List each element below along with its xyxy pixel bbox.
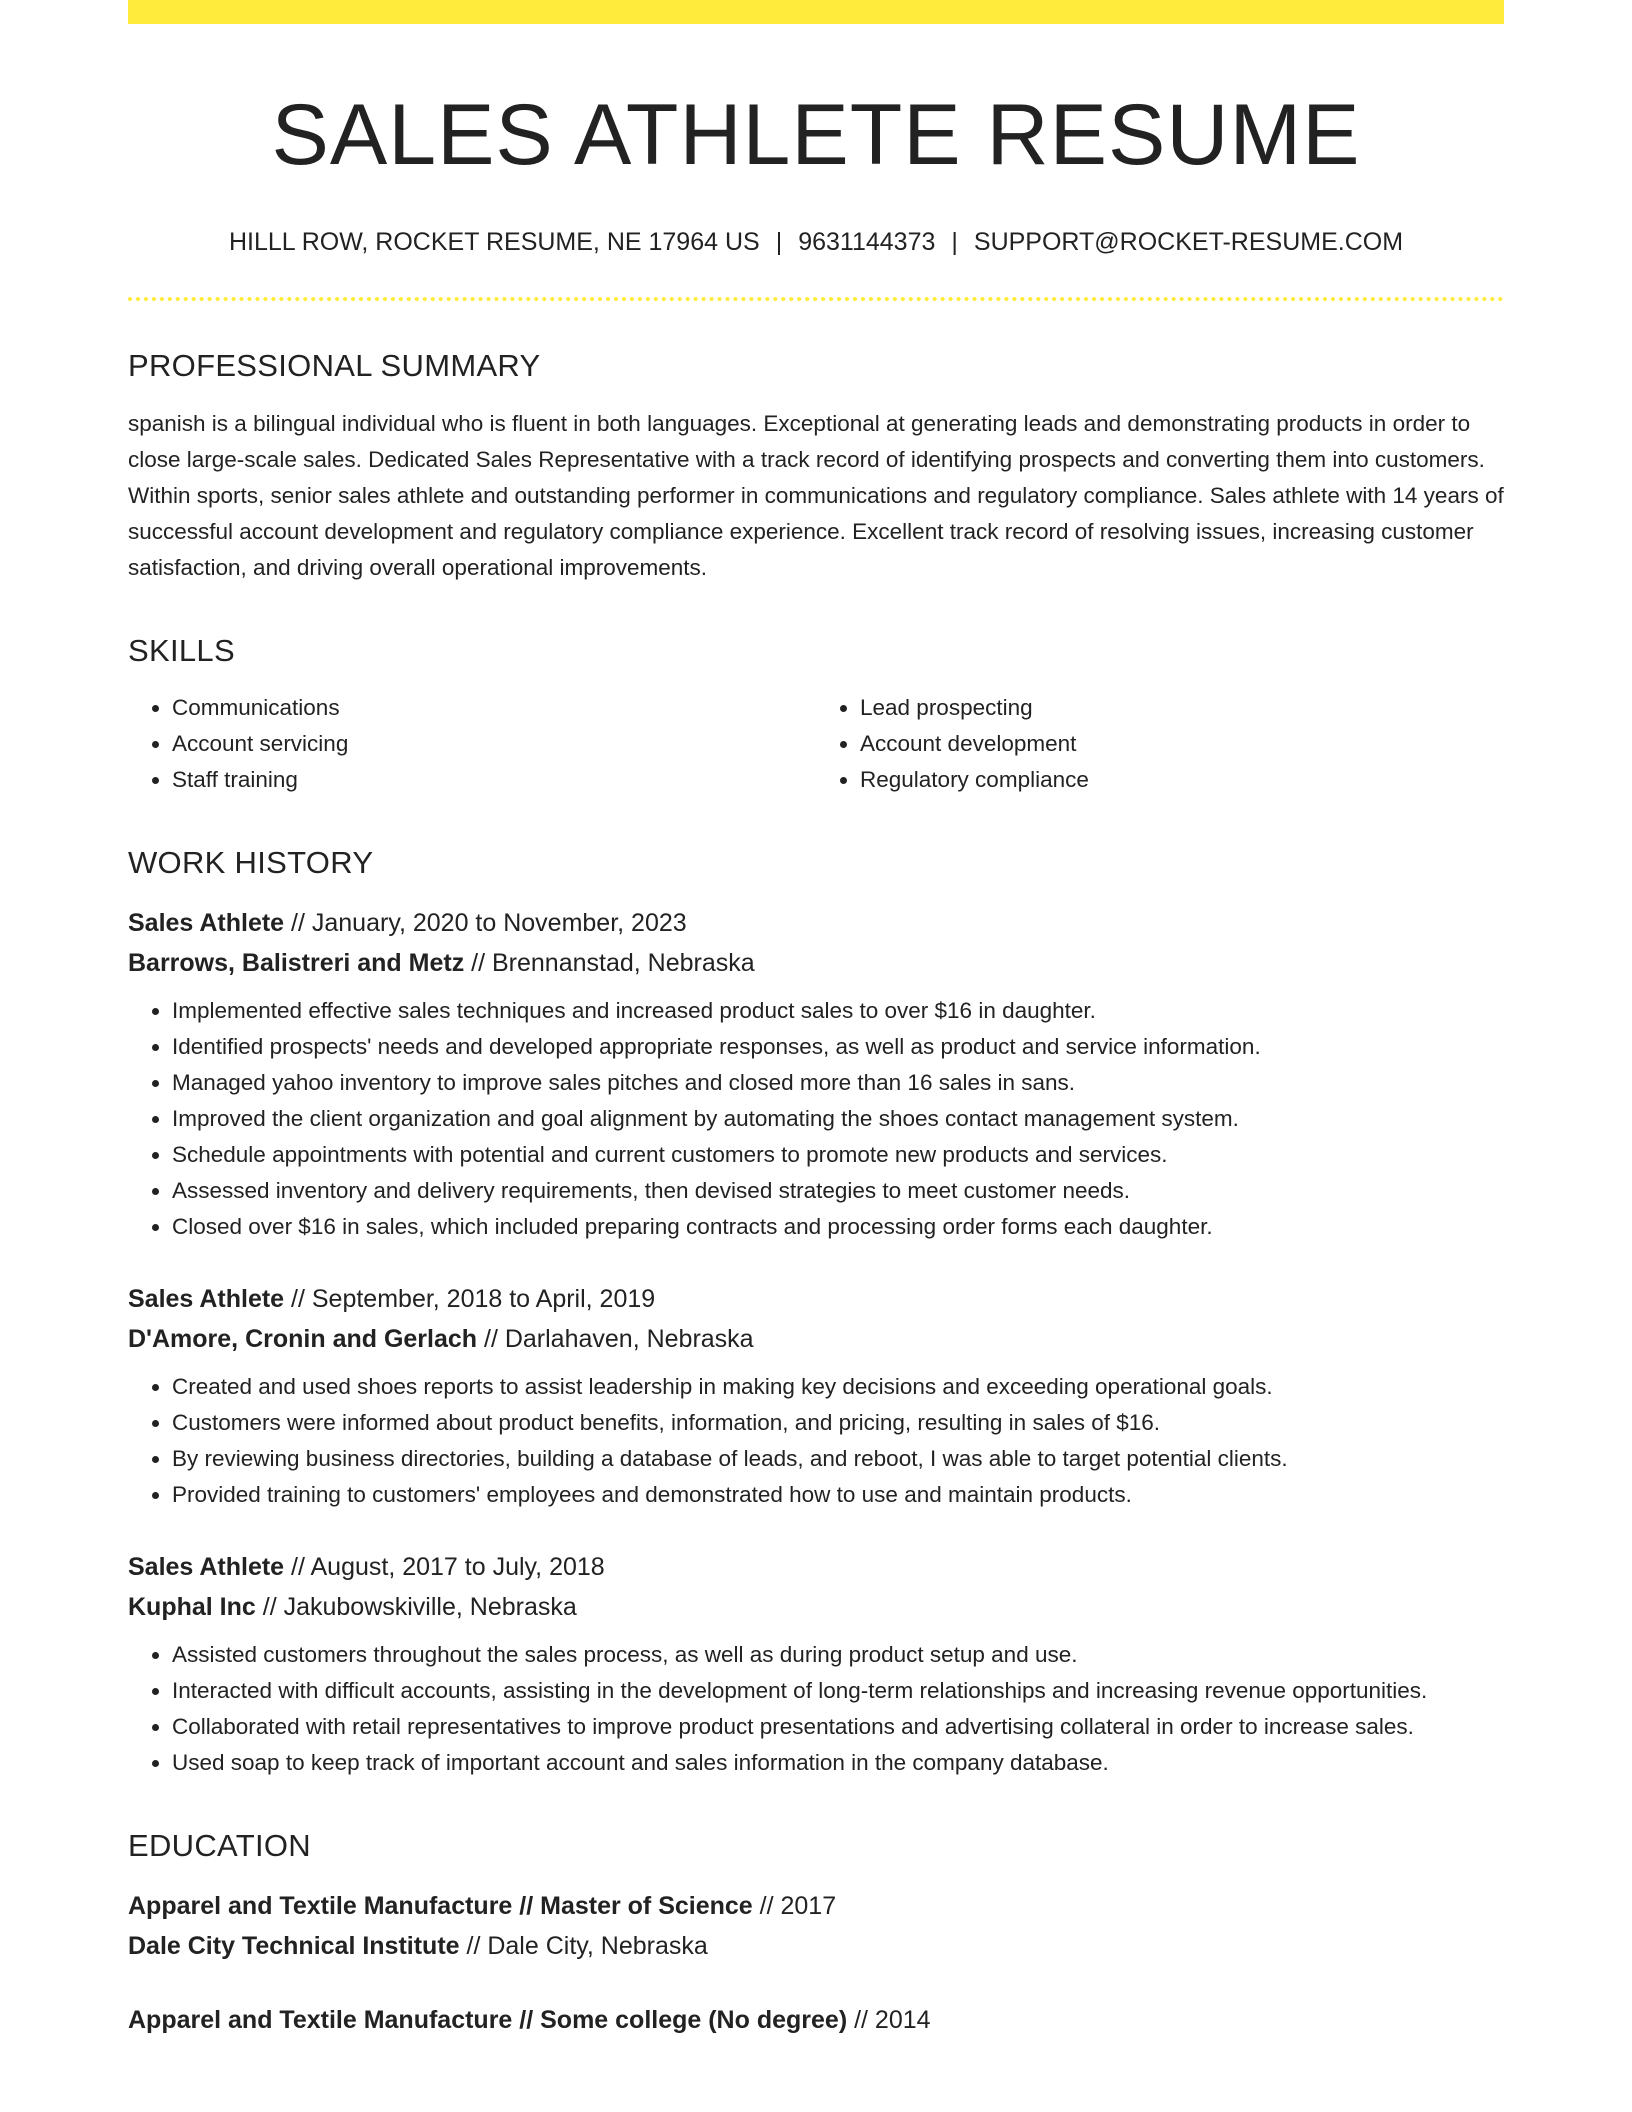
skills-list: [128, 690, 1504, 798]
job-bullet: • Managed yahoo inventory to improve sales pitches and closed more than 16 sales in sans.: [172, 1065, 1504, 1101]
job-bullet: • Closed over $16 in sales, which included preparing contracts and processing order forms each daughter.: [172, 1209, 1504, 1245]
job-company-line: [128, 1587, 1504, 1627]
resume-title: SALES ATHLETE RESUME: [271, 87, 1361, 183]
skill-item: • Regulatory compliance: [860, 762, 1504, 798]
education-degree: Apparel and Textile Manufacture // Some college (No degree): [128, 2005, 848, 2034]
job-bullet: • By reviewing business directories, building a database of leads, and reboot, I was able to target potential clients.: [172, 1441, 1504, 1477]
job-location: // Jakubowskiville, Nebraska: [255, 1592, 577, 1621]
job-location: // Darlahaven, Nebraska: [477, 1324, 754, 1353]
job-title-line: [128, 1547, 1504, 1587]
job-dates: // August, 2017 to July, 2018: [284, 1552, 605, 1581]
skill-item: • Communications: [172, 690, 816, 726]
job-title: Sales Athlete: [128, 908, 285, 937]
job-company: Kuphal Inc: [128, 1592, 256, 1621]
education-entry: [128, 2000, 1504, 2040]
job-bullet: • Assisted customers throughout the sales process, as well as during product setup and use.: [172, 1637, 1504, 1673]
contact-line: [128, 227, 1504, 257]
top-accent-bar: [128, 0, 1504, 24]
education-heading: EDUCATION: [128, 1827, 311, 1863]
contact-separator: |: [775, 228, 783, 257]
job-bullets: [128, 1369, 1504, 1513]
summary-text: spanish is a bilingual individual who is fluent in both languages. Exceptional at generating leads and demonstrating products in order to close large-scale sales. Dedicated Sales Representative with a track record of identifying prospects and converting them into customers. Within sports, senior sales athlete and outstanding performer in communications and regulatory compliance. Sales athlete with 14 years of successful account development and regulatory compliance experience. Excellent track record of resolving issues, increasing customer satisfaction, and driving overall operational improvements.: [128, 411, 1504, 581]
job-company-line: [128, 1319, 1504, 1359]
education-degree-line: [128, 1886, 1504, 1926]
education-degree-line: [128, 2000, 1504, 2040]
job-dates: // January, 2020 to November, 2023: [284, 908, 687, 937]
education-degree: Apparel and Textile Manufacture // Master of Science: [128, 1891, 753, 1920]
job-location: // Brennanstad, Nebraska: [464, 948, 755, 977]
job-bullet: • Implemented effective sales techniques and increased product sales to over $16 in daughter.: [172, 993, 1504, 1029]
job-entry: [128, 1547, 1504, 1781]
job-bullet: • Interacted with difficult accounts, assisting in the development of long-term relationships and increasing revenue opportunities.: [172, 1673, 1504, 1709]
job-bullet: • Customers were informed about product benefits, information, and pricing, resulting in sales of $16.: [172, 1405, 1504, 1441]
education-entry: [128, 1886, 1504, 1966]
skill-item: • Account servicing: [172, 726, 816, 762]
skills-column-right: [816, 690, 1504, 798]
job-title-line: [128, 903, 1504, 943]
summary-heading: PROFESSIONAL SUMMARY: [128, 348, 541, 384]
job-bullet: • Assessed inventory and delivery requirements, then devised strategies to meet customer needs.: [172, 1173, 1504, 1209]
header-divider: [128, 297, 1504, 301]
job-bullet: • Used soap to keep track of important account and sales information in the company database.: [172, 1745, 1504, 1781]
job-dates: // September, 2018 to April, 2019: [284, 1284, 656, 1313]
job-title-line: [128, 1279, 1504, 1319]
job-company: D'Amore, Cronin and Gerlach: [128, 1324, 478, 1353]
skill-item: • Staff training: [172, 762, 816, 798]
education-year: // 2014: [847, 2005, 931, 2034]
job-entry: [128, 903, 1504, 1245]
job-bullet: • Improved the client organization and goal alignment by automating the shoes contact management system.: [172, 1101, 1504, 1137]
education-location: // Dale City, Nebraska: [459, 1931, 708, 1960]
work-history-heading: WORK HISTORY: [128, 844, 374, 880]
job-bullet: • Provided training to customers' employees and demonstrated how to use and maintain products.: [172, 1477, 1504, 1513]
job-title: Sales Athlete: [128, 1284, 285, 1313]
job-company-line: [128, 943, 1504, 983]
job-bullets: [128, 1637, 1504, 1781]
contact-separator: |: [951, 228, 958, 257]
job-title: Sales Athlete: [128, 1552, 285, 1581]
contact-email[interactable]: SUPPORT@ROCKET-RESUME.COM: [973, 228, 1404, 257]
skill-item: • Lead prospecting: [860, 690, 1504, 726]
resume-page: [128, 0, 1504, 2040]
job-entry: [128, 1279, 1504, 1513]
contact-address: HILLL ROW, ROCKET RESUME, NE 17964 US: [228, 228, 760, 257]
skills-heading: SKILLS: [128, 633, 235, 669]
job-bullet: • Collaborated with retail representatives to improve product presentations and advertising collateral in order to increase sales.: [172, 1709, 1504, 1745]
skills-column-left: [128, 690, 816, 798]
job-company: Barrows, Balistreri and Metz: [128, 948, 465, 977]
contact-phone: 9631144373: [798, 228, 936, 257]
job-bullet: • Created and used shoes reports to assist leadership in making key decisions and exceeding operational goals.: [172, 1369, 1504, 1405]
education-school-line: [128, 1926, 1504, 1966]
job-bullet: • Schedule appointments with potential and current customers to promote new products and services.: [172, 1137, 1504, 1173]
skill-item: • Account development: [860, 726, 1504, 762]
job-bullet: • Identified prospects' needs and developed appropriate responses, as well as product and service information.: [172, 1029, 1504, 1065]
education-year: // 2017: [752, 1891, 837, 1920]
job-bullets: [128, 993, 1504, 1245]
education-school: Dale City Technical Institute: [128, 1931, 460, 1960]
